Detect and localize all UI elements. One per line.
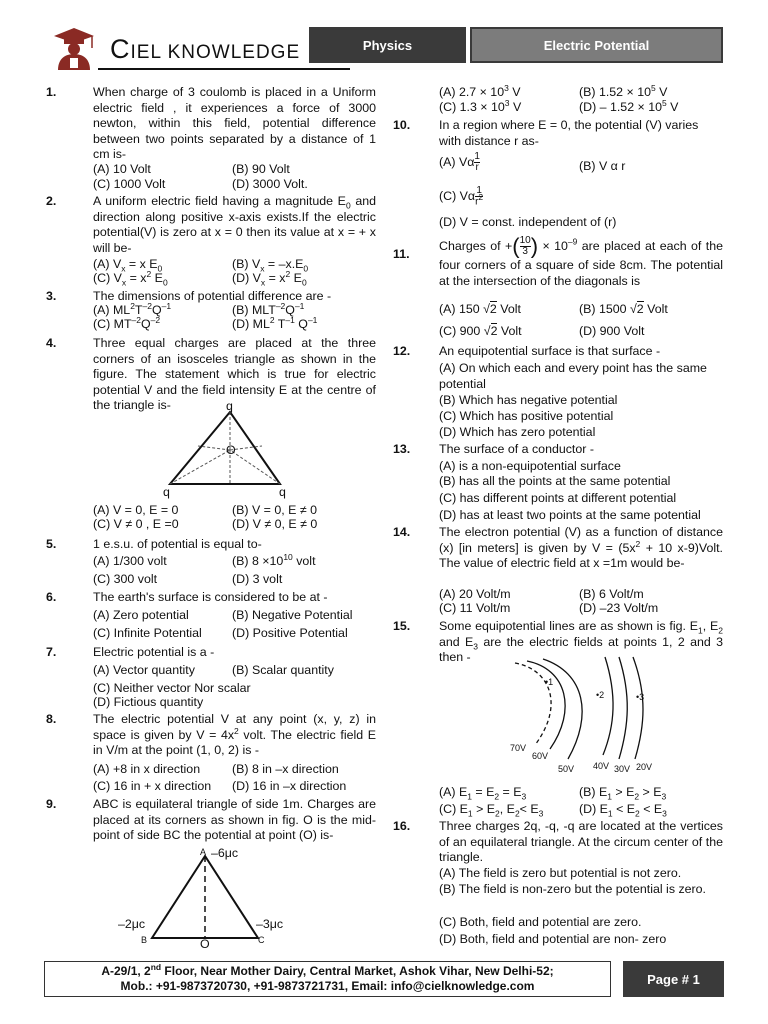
question-text: The earth's surface is considered to be at -: [93, 590, 328, 604]
option-c: (C) Infinite Potential: [93, 626, 202, 640]
option-b: (B) V = 0, E ≠ 0: [232, 503, 317, 517]
option-c: (C) $1.3 \times 10^3$ V: [439, 97, 522, 114]
header-rule: [98, 68, 350, 70]
option-a: (A) 10 Volt: [93, 162, 151, 176]
question-number: 12.: [393, 344, 411, 358]
question-number: 10.: [393, 118, 411, 132]
charge-label-left: q: [163, 485, 170, 499]
option-c: (C) Both, field and potential are zero.: [439, 915, 642, 929]
option-a: (A) +8 in x direction: [93, 762, 201, 776]
question-text: The dimensions of potential difference are -: [93, 289, 332, 303]
option-a: (A) is a non-equipotential surface: [439, 459, 621, 473]
option-b: (B) $MLT^{-2}Q^{-1}$: [232, 300, 305, 317]
option-c: (C) $E_1 > E_2$, $E_2< E_3$: [439, 802, 544, 819]
line-label-70v: 70V: [510, 743, 527, 753]
option-c: (C) 16 in + x direction: [93, 779, 212, 793]
option-b: (B) $V_x = -x.E_0$: [232, 257, 309, 274]
brand-initial: C: [110, 34, 131, 64]
line-label-40v: 40V: [593, 761, 610, 771]
footer-address: A-29/1, 2nd Floor, Near Mother Dairy, Central Market, Ashok Vihar, New Delhi-52;: [101, 962, 554, 978]
option-a: (A) $E_1 = E_2 = E_3$: [439, 785, 527, 802]
option-b: (B) Scalar quantity: [232, 663, 334, 677]
question-number: 13.: [393, 442, 411, 456]
option-b: (B) $8 \times 10^{10}$ volt: [232, 551, 316, 568]
line-label-30v: 30V: [614, 764, 631, 774]
option-a: (A) $2.7 \times 10^3$ V: [439, 82, 521, 99]
line-label-20v: 20V: [636, 762, 653, 772]
option-b: (B) 90 Volt: [232, 162, 290, 176]
subject-tab: Physics: [309, 27, 466, 63]
option-a: (A) 20 Volt/m: [439, 587, 511, 601]
question-number: 9.: [46, 797, 57, 811]
question-text: Charges of +( $\frac{10}{3}$ ) × $10^{-9}$ are placed at each of the four corners of a square of side 8cm. The potential at the intersection of the diagonals is: [439, 233, 723, 288]
option-d: (D) has at least two points at the same potential: [439, 508, 701, 522]
question-text: In a region where E = 0, the potential (V) varies with distance r as-: [439, 118, 699, 148]
graduate-logo-icon: [50, 24, 98, 70]
option-d: (D) V ≠ 0, E ≠ 0: [232, 517, 318, 531]
footer-address-box: [44, 961, 611, 997]
option-c: (C) $V_x = x^2$ $E_0$: [93, 268, 168, 288]
option-a: (A) On which each and every point has the same potential: [439, 361, 707, 391]
option-b: (B) V α r: [579, 159, 626, 173]
option-d: (D) V = const. independent of (r): [439, 215, 617, 229]
option-a: (A) 1/300 volt: [93, 554, 167, 568]
option-c: (C) Neither vector Nor scalar: [93, 681, 251, 695]
option-b: (B) $1.52 \times 10^5$ V: [579, 82, 668, 99]
question-text: ABC is equilateral triangle of side 1m. Charges are placed at its corners as shown in fig. O is the mid- point of side BC the potential at point (O) is-: [93, 797, 376, 842]
question-text: An equipotential surface is that surface -: [439, 344, 661, 358]
midpoint-label-o: O: [200, 937, 210, 951]
option-d: (D) $ML^2$ $T^{-1}$ $Q^{-1}$: [232, 314, 318, 331]
question-text: Three charges 2q, -q, -q are located at the vertices of an equilateral triangle. At the circum center of the triangle.: [439, 819, 723, 864]
option-c: (C) 11 Volt/m: [439, 601, 511, 615]
charge-c: –3μc: [256, 917, 284, 931]
brand-logo: [50, 24, 302, 70]
line-label-50v: 50V: [558, 764, 575, 774]
question-number: 11.: [393, 247, 410, 261]
option-d: (D) Positive Potential: [232, 626, 348, 640]
option-c: (C) V ≠ 0 , E =0: [93, 517, 179, 531]
vertex-label-c: C: [258, 935, 265, 945]
option-b: (B) Negative Potential: [232, 608, 353, 622]
option-c: (C) 900 √2 Volt: [439, 324, 522, 338]
option-c: (C) $MT^{-2}Q^{-2}$: [93, 314, 161, 331]
centre-label: O: [226, 443, 236, 457]
footer-contact: Mob.: +91-9873720730, +91-9873721731, Email: info@cielknowledge.com: [120, 979, 535, 993]
option-b: (B) 1500 √2 Volt: [579, 302, 668, 316]
question-text: The electric potential V at any point (x, y, z) in space is given by $V = 4x^2$ volt. The electric field E in V/m at the point (1, 0, 2) is -: [93, 712, 376, 757]
option-c: (C) Which has positive potential: [439, 409, 614, 423]
question-number: 4.: [46, 336, 57, 350]
option-c: (C) 300 volt: [93, 572, 158, 586]
option-c: (C) has different points at different potential: [439, 491, 677, 505]
point-2-label: •2: [596, 690, 605, 700]
question-text: Three equal charges are placed at the three corners of an isosceles triangle as shown in the figure. The statement which is true for electric potential V and the field intensity E at the centre of the triangle is-: [93, 336, 376, 412]
option-d: (D) 900 Volt: [579, 324, 645, 338]
question-text: Some equipotential lines are as shown is fig. $E_1$, $E_2$ and $E_3$ are the electric fields at points 1, 2 and 3 then -: [439, 619, 723, 664]
question-number: 3.: [46, 289, 57, 303]
option-b: (B) $E_1 > E_2 > E_3$: [579, 785, 667, 802]
question-text: Electric potential is a -: [93, 645, 215, 659]
option-c: (C) Vα $\frac{1}{r^2}$: [439, 185, 484, 208]
equipotential-lines-figure: [505, 655, 670, 765]
point-3-label: •3: [636, 692, 645, 702]
page-number: Page # 1: [623, 961, 724, 997]
point-1-label: •1: [545, 677, 554, 687]
question-text: The surface of a conductor -: [439, 442, 594, 456]
question-text: When charge of 3 coulomb is placed in a Uniform electric field , it experiences a force of 3000 newton, within this field, potential difference between two points separated by a distance of 1 cm is-: [93, 85, 376, 161]
option-c: (C) 1000 Volt: [93, 177, 166, 191]
option-a: (A) 150 √2 Volt: [439, 302, 521, 316]
option-a: (A) The field is zero but potential is not zero.: [439, 866, 682, 880]
question-number: 1.: [46, 85, 57, 99]
equilateral-triangle-figure: [140, 852, 270, 944]
option-a: (A) V = 0, E = 0: [93, 503, 179, 517]
question-number: 8.: [46, 712, 57, 726]
triangle-figure: [150, 398, 300, 500]
option-d: (D) Fictious quantity: [93, 695, 204, 709]
question-text: A uniform electric field having a magnitude $E_0$ and direction along positive x-axis exists.If the electric potential(V) is zero at x = 0 then its value at x = + x will be-: [93, 194, 376, 255]
option-b: (B) 8 in –x direction: [232, 762, 339, 776]
option-a: (A) $ML^2T^{-2}Q^{-1}$: [93, 300, 172, 317]
question-number: 5.: [46, 537, 57, 551]
option-d: (D) –23 Volt/m: [579, 601, 659, 615]
option-b: (B) has all the points at the same potential: [439, 474, 671, 488]
option-d: (D) $V_x = x^2$ $E_0$: [232, 268, 307, 288]
question-text: The electron potential (V) as a function of distance (x) [in meters] is given by $V = (5x^2 + 10$ x-9)Volt. The value of electric field at x =1m would be-: [439, 525, 723, 570]
question-number: 15.: [393, 619, 411, 633]
topic-tab: Electric Potential: [470, 27, 723, 63]
line-label-60v: 60V: [532, 751, 549, 761]
question-number: 14.: [393, 525, 411, 539]
option-d: (D) Which has zero potential: [439, 425, 596, 439]
option-d: (D) Both, field and potential are non- zero: [439, 932, 667, 946]
option-d: (D) 3 volt: [232, 572, 283, 586]
option-d: (D) 3000 Volt.: [232, 177, 308, 191]
option-a: (A) Vector quantity: [93, 663, 195, 677]
option-a: (A) Zero potential: [93, 608, 189, 622]
option-b: (B) Which has negative potential: [439, 393, 618, 407]
vertex-label-b: B: [141, 935, 148, 945]
question-number: 2.: [46, 194, 57, 208]
brand-name: IEL KNOWLEDGE: [130, 42, 301, 63]
option-d: $(D) - 1.52 \times 10^5$ V: [579, 97, 679, 114]
option-d: (D) 16 in –x direction: [232, 779, 347, 793]
question-text: 1 e.s.u. of potential is equal to-: [93, 537, 262, 551]
question-number: 7.: [46, 645, 57, 659]
charge-label-top: q: [226, 399, 233, 413]
question-number: 16.: [393, 819, 411, 833]
option-b: (B) 6 Volt/m: [579, 587, 644, 601]
question-number: 6.: [46, 590, 57, 604]
charge-a: –6μc: [211, 846, 239, 860]
option-d: (D) $E_1 < E_2 < E_3$: [579, 802, 667, 819]
option-a: (A) $V_x = x$ $E_0$: [93, 257, 163, 274]
vertex-label-a: A: [200, 847, 207, 857]
charge-b: –2μc: [118, 917, 146, 931]
option-b: (B) The field is non-zero but the potential is zero.: [439, 882, 706, 896]
option-a: (A) Vα $\frac{1}{r}$: [439, 151, 480, 173]
charge-label-right: q: [279, 485, 286, 499]
